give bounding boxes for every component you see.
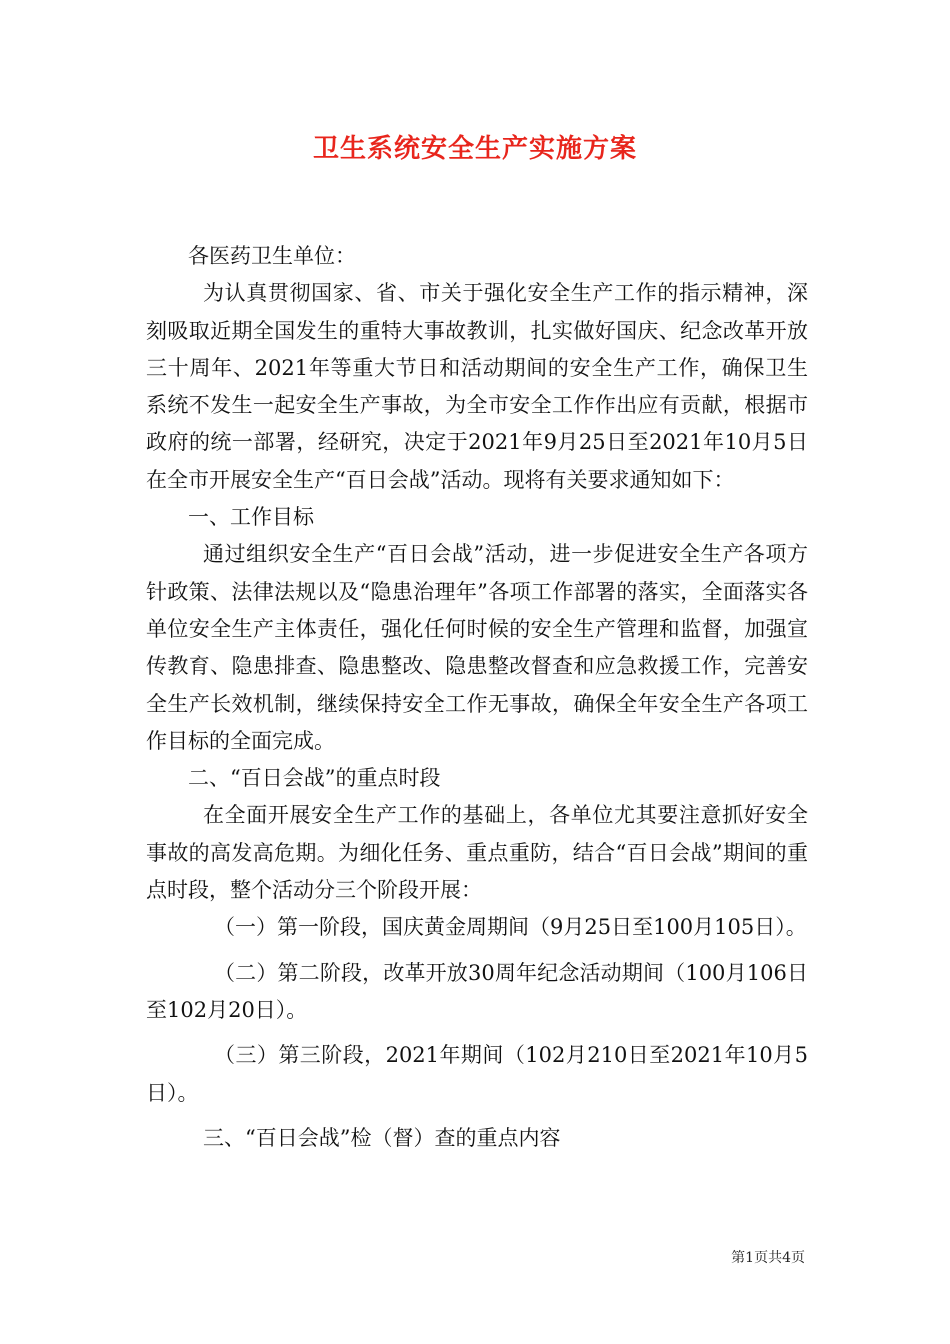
goals-paragraph: 通过组织安全生产“百日会战”活动，进一步促进安全生产各项方针政策、法律法规以及“隐患治理年”各项工作部署的落实，全面落实各单位安全生产主体责任，强化任何时候的安全生产管理和监督，加强宣传教育、隐患排查、隐患整改、隐患整改督查和应急救援工作，完善安全生产长效机制，继续保持安全工作无事故，确保全年安全生产各项工作目标的全面完成。 [146,542,808,753]
intro-paragraph: 为认真贯彻国家、省、市关于强化安全生产工作的指示精神，深刻吸取近期全国发生的重特大事故教训，扎实做好国庆、纪念改革开放三十周年、2021年等重大节日和活动期间的安全生产工作，确保卫生系统不发生一起安全生产事故，为全市安全工作作出应有贡献，根据市政府的统一部署，经研究，决定于2021年9月25日至2021年10月5日在全市开展安全生产“百日会战”活动。现将有关要求通知如下： [146,281,808,492]
stage-three-item: （三）第三阶段，2021年期间（102月210日至2021年10月5日）。 [146,1043,808,1105]
periods-paragraph: 在全面开展安全生产工作的基础上，各单位尤其要注意抓好安全事故的高发高危期。为细化任务、重点重防，结合“百日会战”期间的重点时段，整个活动分三个阶段开展： [146,803,808,903]
section-heading-inspection: 三、“百日会战”检（督）查的重点内容 [203,1125,561,1150]
document-body [146,238,808,1157]
document-title: 卫生系统安全生产实施方案 [312,134,637,164]
section-heading-periods: 二、“百日会战”的重点时段 [188,766,441,791]
section-heading-goals: 一、工作目标 [188,505,314,530]
salutation: 各医药卫生单位： [188,244,356,268]
stage-two-item: （二）第二阶段，改革开放30周年纪念活动期间（100月106日至102月20日）。 [146,960,808,1022]
stage-one-item: （一）第一阶段，国庆黄金周期间（9月25日至100月105日）。 [214,915,807,940]
page-number: 第1页共4页 [731,1250,805,1266]
